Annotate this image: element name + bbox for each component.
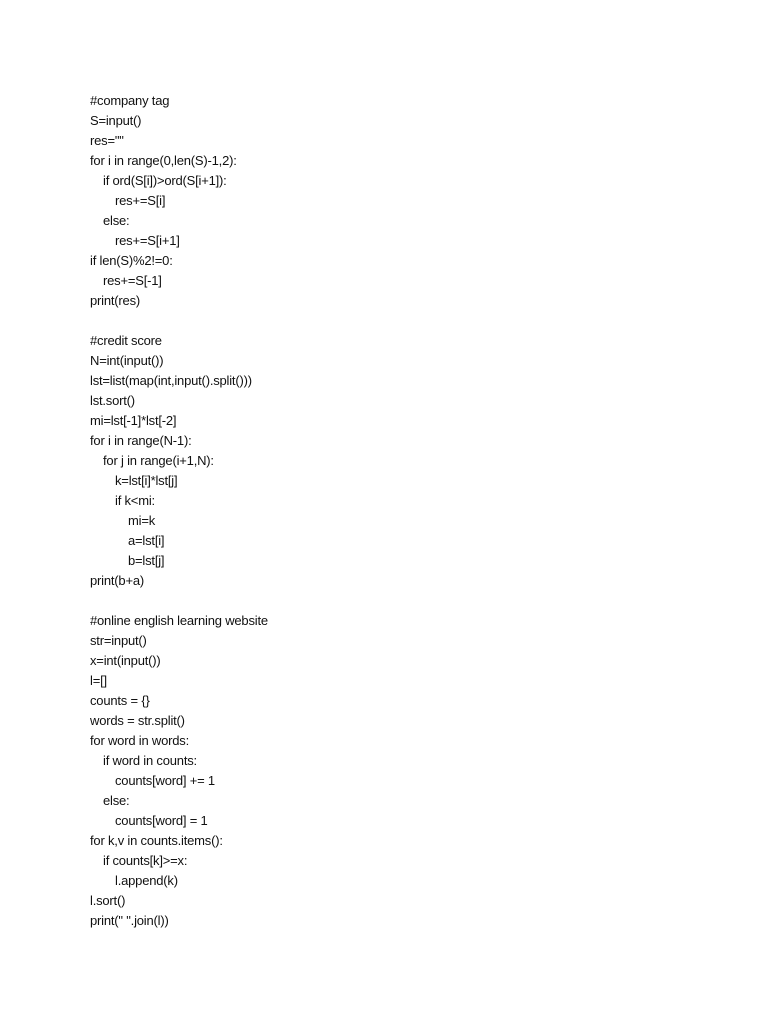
code-line: if counts[k]>=x: [103, 853, 188, 868]
code-line: for word in words: [90, 733, 189, 748]
code-line: if ord(S[i])>ord(S[i+1]): [103, 173, 227, 188]
code-line: print(b+a) [90, 573, 144, 588]
code-line: mi=k [128, 513, 156, 528]
code-line: res+=S[i+1] [115, 233, 180, 248]
code-line: res+=S[i] [115, 193, 166, 208]
code-line: for i in range(0,len(S)-1,2): [90, 153, 237, 168]
code-line: l.sort() [90, 893, 126, 908]
code-line: mi=lst[-1]*lst[-2] [90, 413, 177, 428]
code-line: print(res) [90, 293, 141, 308]
code-line: a=lst[i] [128, 533, 165, 548]
code-line: b=lst[j] [128, 553, 165, 568]
code-line: lst.sort() [90, 393, 135, 408]
code-line: for j in range(i+1,N): [103, 453, 214, 468]
code-line: words = str.split() [90, 713, 185, 728]
code-line: else: [103, 213, 130, 228]
code-line: k=lst[i]*lst[j] [115, 473, 178, 488]
code-line: if k<mi: [115, 493, 155, 508]
code-line: res="" [90, 133, 124, 148]
block-spacer [90, 591, 268, 611]
code-line: counts[word] += 1 [115, 773, 215, 788]
code-line: else: [103, 793, 130, 808]
comment-credit-score: #credit score [90, 333, 162, 348]
code-line: for k,v in counts.items(): [90, 833, 223, 848]
code-line: lst=list(map(int,input().split())) [90, 373, 252, 388]
code-line: x=int(input()) [90, 653, 161, 668]
code-line: for i in range(N-1): [90, 433, 192, 448]
block-spacer [90, 311, 268, 331]
comment-company-tag: #company tag [90, 93, 170, 108]
code-listing [90, 91, 268, 931]
code-line: counts = {} [90, 693, 150, 708]
code-line: l.append(k) [115, 873, 178, 888]
code-line: S=input() [90, 113, 142, 128]
code-line: N=int(input()) [90, 353, 164, 368]
code-line: l=[] [90, 673, 107, 688]
code-line: counts[word] = 1 [115, 813, 208, 828]
code-line: res+=S[-1] [103, 273, 162, 288]
code-line: print(" ".join(l)) [90, 913, 169, 928]
code-line: if word in counts: [103, 753, 197, 768]
comment-online-english-learning-website: #online english learning website [90, 613, 268, 628]
code-line: str=input() [90, 633, 147, 648]
code-line: if len(S)%2!=0: [90, 253, 173, 268]
